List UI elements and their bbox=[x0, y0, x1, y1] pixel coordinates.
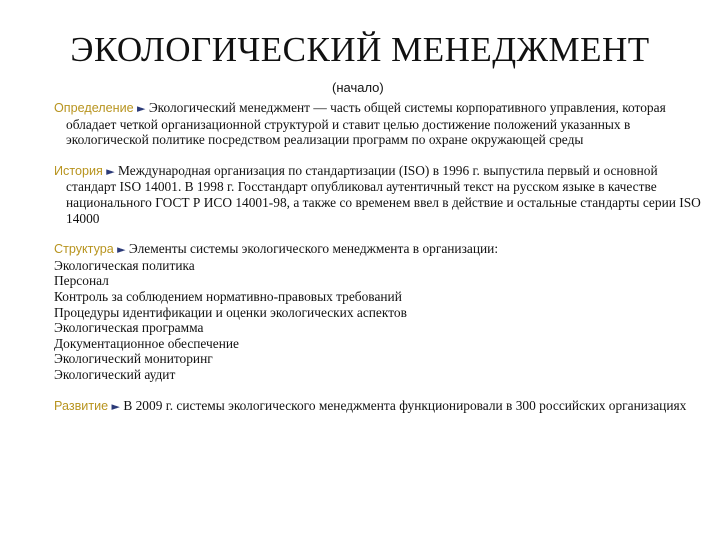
structure-section bbox=[54, 241, 710, 382]
arrow-icon: ► bbox=[117, 243, 126, 257]
list-item: Экологическая политика bbox=[54, 257, 195, 273]
structure-label: Структура bbox=[54, 242, 114, 257]
history-section bbox=[54, 163, 710, 226]
list-item: Экологический аудит bbox=[54, 366, 176, 382]
structure-heading bbox=[54, 241, 710, 258]
development-label: Развитие bbox=[54, 398, 109, 413]
history-label: История bbox=[54, 163, 103, 178]
list-item: Документационное обеспечение bbox=[54, 335, 239, 351]
development-section bbox=[54, 398, 710, 415]
list-item: Процедуры идентификации и оценки экологических аспектов bbox=[54, 304, 407, 320]
definition-text: Экологический менеджмент — часть общей системы корпоративного управления, которая обладает четкой организационной структурой и ставит целью достижение положений указанных в экологической политике посредством реализации программ по охране окружающей среды bbox=[66, 100, 666, 148]
slide-subtitle: (начало) bbox=[332, 80, 384, 95]
definition-section bbox=[54, 100, 710, 148]
list-item: Контроль за соблюдением нормативно-правовых требований bbox=[54, 288, 402, 304]
arrow-icon: ► bbox=[137, 102, 146, 115]
development-text: В 2009 г. системы экологического менеджмента функционировали в 300 российских организациях bbox=[119, 397, 687, 413]
arrow-icon: ► bbox=[106, 164, 115, 178]
slide-title: ЭКОЛОГИЧЕСКИЙ МЕНЕДЖМЕНТ bbox=[70, 30, 650, 69]
structure-list bbox=[54, 258, 710, 383]
definition-label: Определение bbox=[54, 101, 134, 115]
history-text: Международная организация по стандартизации (ISO) в 1996 г. выпустила первый и основной стандарт ISO 14001. В 1998 г. Госстандарт опубликовал аутентичный текст на русском языке в качестве национального ГОСТ Р ИСО 14001-98, а также со временем ввел в действие и остальные стандарты серии ISO 14000 bbox=[66, 162, 701, 226]
list-item: Экологическая программа bbox=[54, 320, 204, 336]
arrow-icon: ► bbox=[111, 399, 120, 413]
slide-body bbox=[54, 100, 710, 414]
list-item: Персонал bbox=[54, 273, 109, 289]
list-item: Экологический мониторинг bbox=[54, 351, 213, 367]
structure-text: Элементы системы экологического менеджмента в организации: bbox=[125, 241, 499, 257]
